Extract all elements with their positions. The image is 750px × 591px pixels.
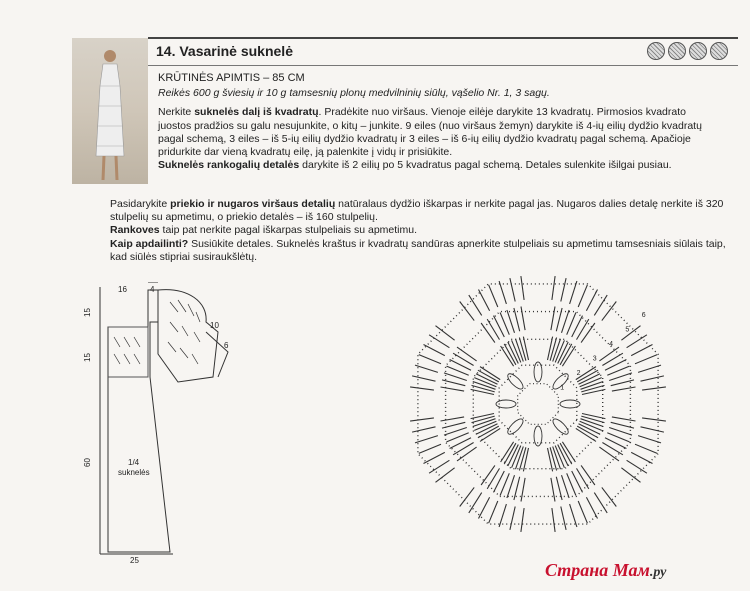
p3-lead: Pasidarykite (110, 198, 171, 210)
p4-bold: Rankoves (110, 224, 160, 237)
p4-rest: taip pat nerkite pagal iškarpas stulpeliais su apmetimu. (159, 224, 417, 237)
chain-ring-4 (418, 284, 658, 524)
double-crochet-stitch (453, 443, 474, 455)
double-crochet-stitch (642, 418, 666, 421)
cuff-outline (108, 327, 148, 377)
double-crochet-stitch (552, 508, 555, 532)
p3-rest: natūralaus dydžio iškarpas ir nerkite pagal jas. Nugaros dalies detalę nerkite iš 320 stulpelių su apmetimu, o priekio detalės – iš 160 stulpelių. (110, 198, 724, 224)
double-crochet-stitch (412, 376, 435, 381)
double-crochet-stitch (481, 465, 495, 485)
double-crochet-stitch (599, 347, 619, 361)
double-crochet-stitch (453, 353, 474, 365)
center-ring (518, 384, 559, 425)
article-body-bottom (110, 198, 730, 264)
double-crochet-stitch (507, 475, 515, 498)
double-crochet-stitch (507, 310, 515, 333)
dress-label: suknelės (118, 468, 150, 477)
double-crochet-stitch (419, 355, 441, 364)
double-crochet-stitch (602, 487, 617, 506)
double-crochet-stitch (612, 417, 636, 421)
double-crochet-stitch (521, 478, 525, 502)
dim-right-b: 6 (224, 341, 229, 350)
double-crochet-stitch (429, 335, 449, 348)
round-label: 5 (625, 326, 630, 334)
double-crochet-stitch (599, 447, 619, 461)
petal-stitch (506, 417, 526, 437)
double-crochet-stitch (638, 365, 661, 372)
p5-rest: Susiūkite detales. Suknelės kraštus ir kvadratų sandūras apnerkite stulpeliais su apmetimu tamsesniais siūlais taip, kad siūlės stipriai susiraukšlėtų. (110, 237, 726, 263)
dim-top-b: 4 (150, 285, 155, 294)
petal-stitch (506, 372, 526, 392)
double-crochet-stitch (479, 290, 490, 311)
double-crochet-stitch (519, 338, 526, 361)
dim-right-a: 10 (210, 321, 219, 330)
chain-ring-1 (499, 365, 577, 443)
double-crochet-stitch (412, 427, 435, 432)
double-crochet-stitch (429, 460, 449, 473)
site-watermark (545, 560, 666, 581)
double-crochet-stitch (487, 468, 499, 489)
double-crochet-stitch (635, 355, 657, 364)
sleeve-hatching (114, 300, 200, 364)
double-crochet-stitch (562, 310, 570, 333)
double-crochet-stitch (441, 417, 465, 421)
double-crochet-stitch (621, 326, 640, 341)
double-crochet-stitch (561, 278, 566, 301)
petal-stitch (551, 417, 571, 437)
double-crochet-stitch (481, 323, 495, 343)
double-crochet-stitch (489, 285, 498, 307)
double-crochet-stitch (609, 428, 632, 436)
yarn-ball-icon (710, 42, 728, 60)
dim-left-c: 60 (83, 458, 92, 467)
double-crochet-stitch (641, 376, 664, 381)
p5-bold: Kaip apdailinti? (110, 237, 189, 250)
dim-bottom: 25 (130, 556, 139, 564)
difficulty-yarn-icons (647, 42, 728, 60)
double-crochet-stitch (586, 290, 597, 311)
double-crochet-stitch (499, 281, 506, 304)
double-crochet-stitch (642, 387, 666, 390)
p1-bold: suknelės dalį iš kvadratų (194, 106, 319, 119)
double-crochet-stitch (635, 444, 657, 453)
double-crochet-stitch (436, 326, 455, 341)
materials-line: Reikės 600 g šviesių ir 10 g tamsesnių plonų medvilninių siūlų, vąšelio Nr. 1, 3 sagų. (158, 87, 550, 100)
paragraph-1 (158, 106, 718, 159)
round-label: 3 (592, 355, 597, 363)
double-crochet-stitch (472, 416, 495, 423)
double-crochet-stitch (578, 501, 587, 523)
double-crochet-stitch (570, 281, 577, 304)
double-crochet-stitch (521, 307, 525, 331)
model-figure (90, 46, 130, 182)
double-crochet-stitch (469, 493, 482, 513)
double-crochet-stitch (581, 323, 595, 343)
double-crochet-stitch (479, 497, 490, 518)
double-crochet-stitch (586, 497, 597, 518)
double-crochet-stitch (424, 452, 445, 463)
yarn-ball-icon (647, 42, 665, 60)
paragraph-2 (158, 159, 718, 172)
pattern-schematic (78, 282, 278, 564)
dim-top-a: 16 (118, 285, 127, 294)
double-crochet-stitch (551, 478, 555, 502)
p2-rest: darykite iš 2 eilių po 5 kvadratus pagal schemą. Detales sulenkite išilgai pusiau. (299, 159, 672, 172)
p1-lead: Nerkite (158, 106, 195, 119)
petal-stitch (560, 400, 580, 408)
double-crochet-stitch (594, 493, 607, 513)
double-crochet-stitch (552, 276, 555, 300)
double-crochet-stitch (631, 345, 652, 356)
p3-bold: priekio ir nugaros viršaus detalių (170, 198, 336, 210)
double-crochet-stitch (519, 447, 526, 470)
double-crochet-stitch (472, 385, 495, 392)
yarn-ball-icon (689, 42, 707, 60)
double-crochet-stitch (581, 465, 595, 485)
paragraph-3 (110, 198, 730, 224)
double-crochet-stitch (487, 319, 499, 340)
double-crochet-stitch (419, 444, 441, 453)
double-crochet-stitch (621, 468, 640, 483)
double-crochet-stitch (602, 443, 623, 455)
double-crochet-stitch (627, 460, 647, 473)
double-crochet-stitch (442, 380, 465, 386)
double-crochet-stitch (581, 385, 604, 392)
double-crochet-stitch (551, 307, 555, 331)
p1-rest: . Pradėkite nuo viršaus. Vienoje eilėje darykite 13 kvadratų. Pirmosios kvadrato juostos pradžios su galu nesujunkite, o kitų – junkite. 9 eiles (nuo viršaus žemyn) darykite iš 4-ių eilių dydžio kvadratų pagal schemą, 3 eiles – iš 5-ių eilių dydžio kvadratų ir 3 eiles – iš 6-ių eilių dydžio kvadratų pagal schemą. Apačioje pridurkite dar vieną kvadratų eilę, ją palenkite į vidų ir prisiūkite. (158, 106, 702, 159)
double-crochet-stitch (556, 477, 562, 500)
double-crochet-stitch (602, 302, 617, 321)
double-crochet-stitch (611, 422, 634, 428)
yarn-ball-icon (668, 42, 686, 60)
double-crochet-stitch (410, 418, 434, 421)
model-photo (72, 38, 148, 184)
chain-ring-2 (473, 339, 602, 468)
double-crochet-stitch (577, 319, 589, 340)
double-crochet-stitch (578, 285, 587, 307)
double-crochet-stitch (631, 452, 652, 463)
double-crochet-stitch (602, 353, 623, 365)
round-label: 2 (576, 370, 581, 377)
double-crochet-stitch (441, 387, 465, 391)
double-crochet-stitch (577, 468, 589, 489)
double-crochet-stitch (457, 347, 477, 361)
dress-outline (108, 290, 170, 552)
double-crochet-stitch (627, 335, 647, 348)
watermark-text: Страна Мам (545, 560, 650, 580)
article-title: 14. Vasarinė suknelė (156, 43, 293, 59)
double-crochet-stitch (489, 501, 498, 523)
double-crochet-stitch (424, 345, 445, 356)
double-crochet-stitch (638, 436, 661, 443)
round-label: 4 (609, 340, 614, 348)
double-crochet-stitch (460, 302, 475, 321)
watermark-domain: .ру (649, 565, 667, 580)
double-crochet-stitch (561, 507, 566, 530)
double-crochet-stitch (514, 308, 520, 331)
double-crochet-stitch (550, 338, 557, 361)
double-crochet-stitch (457, 447, 477, 461)
double-crochet-stitch (510, 507, 515, 530)
double-crochet-stitch (612, 387, 636, 391)
double-crochet-stitch (444, 373, 467, 381)
double-crochet-stitch (469, 295, 482, 315)
double-crochet-stitch (641, 427, 664, 432)
double-crochet-stitch (410, 387, 434, 390)
paragraph-4 (110, 224, 730, 237)
double-crochet-stitch (594, 295, 607, 315)
dim-left-a: 15 (83, 308, 92, 317)
round-label: 1 (560, 384, 565, 392)
article-header (148, 37, 738, 66)
quarter-label: 1/4 (128, 458, 140, 467)
p2-bold: Suknelės rankogalių detalės (158, 159, 300, 172)
round-label: 6 (641, 311, 646, 319)
double-crochet-stitch (444, 428, 467, 436)
double-crochet-stitch (609, 373, 632, 381)
double-crochet-stitch (521, 508, 524, 532)
dim-left-b: 15 (83, 353, 92, 362)
crochet-motif-chart (376, 256, 706, 556)
double-crochet-stitch (581, 416, 604, 423)
double-crochet-stitch (550, 447, 557, 470)
double-crochet-stitch (510, 278, 515, 301)
double-crochet-stitch (521, 276, 524, 300)
double-crochet-stitch (562, 475, 570, 498)
article-body-top (158, 72, 718, 172)
size-line: KRŪTINĖS APIMTIS – 85 CM (158, 72, 305, 84)
